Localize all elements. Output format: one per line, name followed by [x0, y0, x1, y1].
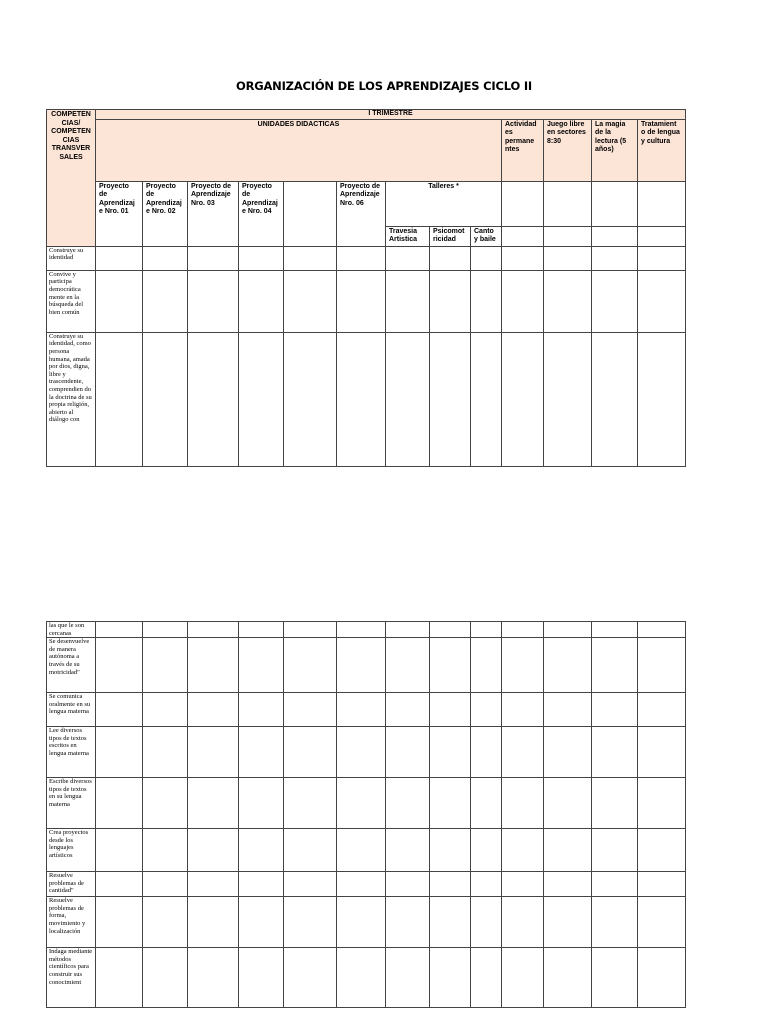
empty-cell: [143, 693, 188, 727]
empty-cell: [143, 246, 188, 270]
empty-cell: [592, 181, 638, 226]
competencias-table-page-2: [46, 621, 686, 1008]
empty-cell: [386, 270, 430, 332]
empty-cell: [638, 226, 686, 246]
competencia-label: Construye su identidad: [47, 246, 96, 270]
empty-cell: [544, 693, 592, 727]
competencia-label: Construye su identidad, como persona humana, amada por dios, digna, libre y trascendente, comprendien do la doctrina de su propia religión, abierto al diálogo con: [47, 332, 96, 466]
empty-cell: [638, 270, 686, 332]
empty-cell: [188, 270, 239, 332]
empty-cell: [592, 246, 638, 270]
empty-cell: [239, 829, 284, 872]
empty-cell: [284, 872, 337, 897]
empty-cell: [239, 727, 284, 778]
proyecto-header: Proyecto de Aprendizaj e Nro. 01: [96, 181, 143, 246]
empty-cell: [592, 226, 638, 246]
empty-cell: [96, 332, 143, 466]
empty-cell: [188, 693, 239, 727]
empty-cell: [544, 829, 592, 872]
empty-cell: [188, 872, 239, 897]
empty-cell: [284, 897, 337, 948]
empty-cell: [502, 829, 544, 872]
empty-cell: [386, 872, 430, 897]
empty-cell: [386, 727, 430, 778]
empty-cell: [638, 872, 686, 897]
empty-cell: [96, 897, 143, 948]
empty-cell: [239, 638, 284, 693]
empty-cell: [386, 622, 430, 638]
table-row: [47, 727, 686, 778]
empty-cell: [544, 226, 592, 246]
empty-cell: [544, 246, 592, 270]
empty-cell: [430, 622, 471, 638]
empty-cell: [386, 829, 430, 872]
actividad-header: Actividad es permane ntes: [502, 119, 544, 181]
empty-cell: [502, 332, 544, 466]
empty-cell: [284, 727, 337, 778]
empty-cell: [430, 727, 471, 778]
proyecto-header: Proyecto de Aprendizaje Nro. 03: [188, 181, 239, 246]
competencia-label: Indaga mediante métodos científicos para construir sus conocimient: [47, 948, 96, 1008]
table-row: [47, 829, 686, 872]
empty-cell: [592, 872, 638, 897]
empty-cell: [471, 948, 502, 1008]
empty-cell: [430, 246, 471, 270]
empty-cell: [337, 270, 386, 332]
empty-cell: [471, 872, 502, 897]
taller-header: Psicomot ricidad: [430, 226, 471, 246]
empty-cell: [471, 270, 502, 332]
empty-cell: [143, 872, 188, 897]
empty-cell: [592, 638, 638, 693]
empty-cell: [430, 778, 471, 829]
empty-cell: [638, 829, 686, 872]
talleres-header: Talleres *: [386, 181, 502, 226]
empty-cell: [96, 693, 143, 727]
empty-cell: [430, 897, 471, 948]
empty-cell: [544, 332, 592, 466]
empty-cell: [386, 948, 430, 1008]
table-row: [47, 622, 686, 638]
magia-header: La magia de la lectura (5 años): [592, 119, 638, 181]
empty-cell: [638, 622, 686, 638]
trimestre-header: I TRIMESTRE: [96, 110, 686, 120]
unidades-header: UNIDADES DIDACTICAS: [96, 119, 502, 181]
empty-cell: [337, 332, 386, 466]
empty-cell: [430, 693, 471, 727]
empty-cell: [143, 332, 188, 466]
empty-cell: [96, 829, 143, 872]
empty-cell: [638, 778, 686, 829]
empty-cell: [502, 872, 544, 897]
empty-cell: [143, 727, 188, 778]
empty-cell: [239, 948, 284, 1008]
empty-cell: [239, 693, 284, 727]
empty-cell: [188, 638, 239, 693]
empty-cell: [502, 778, 544, 829]
empty-cell: [471, 897, 502, 948]
competencias-table-page-1: [46, 109, 686, 467]
empty-cell: [544, 897, 592, 948]
empty-cell: [502, 693, 544, 727]
empty-cell: [284, 778, 337, 829]
empty-cell: [284, 332, 337, 466]
empty-cell: [592, 622, 638, 638]
empty-cell: [544, 872, 592, 897]
table-row: [47, 638, 686, 693]
empty-cell: [143, 897, 188, 948]
empty-cell: [284, 246, 337, 270]
empty-cell: [592, 829, 638, 872]
empty-cell: [386, 897, 430, 948]
empty-cell: [96, 872, 143, 897]
empty-cell: [430, 332, 471, 466]
empty-cell: [544, 727, 592, 778]
empty-cell: [544, 948, 592, 1008]
empty-cell: [96, 270, 143, 332]
empty-cell: [188, 897, 239, 948]
empty-cell: [188, 727, 239, 778]
empty-cell: [638, 638, 686, 693]
empty-cell: [188, 246, 239, 270]
taller-header: Canto y baile: [471, 226, 502, 246]
empty-cell: [239, 332, 284, 466]
empty-cell: [188, 332, 239, 466]
empty-cell: [430, 872, 471, 897]
proyecto-header: Proyecto de Aprendizaj e Nro. 04: [239, 181, 284, 246]
empty-cell: [544, 622, 592, 638]
empty-cell: [188, 948, 239, 1008]
empty-cell: [239, 778, 284, 829]
empty-cell: [502, 727, 544, 778]
empty-cell: [502, 897, 544, 948]
empty-cell: [471, 622, 502, 638]
empty-cell: [386, 246, 430, 270]
proyecto-header: [284, 181, 337, 246]
proyecto-header: Proyecto de Aprendizaj e Nro. 02: [143, 181, 188, 246]
table-row: [47, 778, 686, 829]
empty-cell: [502, 181, 544, 226]
page-title: ORGANIZACIÓN DE LOS APRENDIZAJES CICLO II: [236, 79, 532, 93]
empty-cell: [284, 693, 337, 727]
empty-cell: [188, 622, 239, 638]
empty-cell: [386, 693, 430, 727]
empty-cell: [502, 226, 544, 246]
empty-cell: [471, 727, 502, 778]
empty-cell: [284, 622, 337, 638]
table-row: [47, 246, 686, 270]
empty-cell: [471, 638, 502, 693]
competencia-label: Resuelve problemas de forma, movimiento y localización: [47, 897, 96, 948]
empty-cell: [638, 693, 686, 727]
empty-cell: [337, 897, 386, 948]
empty-cell: [337, 693, 386, 727]
empty-cell: [188, 829, 239, 872]
empty-cell: [239, 622, 284, 638]
empty-cell: [502, 246, 544, 270]
empty-cell: [502, 622, 544, 638]
empty-cell: [337, 829, 386, 872]
table-row: [47, 897, 686, 948]
empty-cell: [544, 638, 592, 693]
empty-cell: [337, 727, 386, 778]
empty-cell: [471, 829, 502, 872]
empty-cell: [638, 727, 686, 778]
empty-cell: [96, 246, 143, 270]
table-row: [47, 693, 686, 727]
empty-cell: [96, 638, 143, 693]
empty-cell: [386, 332, 430, 466]
competencia-label: Crea proyectos desde los lenguajes artísticos: [47, 829, 96, 872]
empty-cell: [239, 897, 284, 948]
empty-cell: [430, 270, 471, 332]
empty-cell: [502, 948, 544, 1008]
empty-cell: [430, 638, 471, 693]
proyecto-header: Proyecto de Aprendizaje Nro. 06: [337, 181, 386, 246]
empty-cell: [284, 270, 337, 332]
empty-cell: [638, 246, 686, 270]
tratamiento-header: Tratamient o de lengua y cultura: [638, 119, 686, 181]
empty-cell: [337, 246, 386, 270]
empty-cell: [592, 270, 638, 332]
empty-cell: [188, 778, 239, 829]
empty-cell: [471, 332, 502, 466]
competencias-header: COMPETEN CIAS/ COMPETEN CIAS TRANSVER SALES: [47, 110, 96, 247]
empty-cell: [96, 948, 143, 1008]
empty-cell: [284, 829, 337, 872]
empty-cell: [96, 727, 143, 778]
empty-cell: [239, 872, 284, 897]
empty-cell: [544, 270, 592, 332]
competencia-label: las que le son cercanas: [47, 622, 96, 638]
empty-cell: [502, 638, 544, 693]
table-row: [47, 948, 686, 1008]
empty-cell: [337, 622, 386, 638]
empty-cell: [638, 181, 686, 226]
empty-cell: [638, 897, 686, 948]
empty-cell: [143, 829, 188, 872]
empty-cell: [96, 622, 143, 638]
empty-cell: [337, 778, 386, 829]
empty-cell: [430, 829, 471, 872]
empty-cell: [337, 872, 386, 897]
table-body-page-2: [47, 622, 686, 1008]
empty-cell: [143, 638, 188, 693]
empty-cell: [284, 948, 337, 1008]
empty-cell: [386, 778, 430, 829]
empty-cell: [592, 897, 638, 948]
empty-cell: [471, 778, 502, 829]
empty-cell: [143, 778, 188, 829]
competencia-label: Escribe diversos tipos de textos en su lengua materna: [47, 778, 96, 829]
empty-cell: [544, 181, 592, 226]
empty-cell: [143, 948, 188, 1008]
competencia-label: Se comunica oralmente en su lengua materna: [47, 693, 96, 727]
empty-cell: [143, 270, 188, 332]
competencia-label: Se desenvuelve de manera autónoma a través de su motricidad": [47, 638, 96, 693]
empty-cell: [386, 638, 430, 693]
empty-cell: [592, 778, 638, 829]
empty-cell: [592, 727, 638, 778]
competencia-label: Resuelve problemas de cantidad": [47, 872, 96, 897]
empty-cell: [143, 622, 188, 638]
empty-cell: [638, 948, 686, 1008]
empty-cell: [96, 778, 143, 829]
empty-cell: [471, 246, 502, 270]
table-row: [47, 270, 686, 332]
empty-cell: [239, 246, 284, 270]
taller-header: Travesia Artistica: [386, 226, 430, 246]
empty-cell: [592, 693, 638, 727]
table-row: [47, 872, 686, 897]
empty-cell: [430, 948, 471, 1008]
empty-cell: [592, 948, 638, 1008]
empty-cell: [502, 270, 544, 332]
empty-cell: [544, 778, 592, 829]
juego-header: Juego libre en sectores 8:30: [544, 119, 592, 181]
empty-cell: [592, 332, 638, 466]
empty-cell: [337, 948, 386, 1008]
empty-cell: [638, 332, 686, 466]
empty-cell: [284, 638, 337, 693]
empty-cell: [239, 270, 284, 332]
table-row: [47, 332, 686, 466]
empty-cell: [471, 693, 502, 727]
competencia-label: Lee diversos tipos de textos escritos en lengua materna: [47, 727, 96, 778]
competencia-label: Convive y participa democrática mente en la búsqueda del bien común: [47, 270, 96, 332]
empty-cell: [337, 638, 386, 693]
table-body-page-1: [47, 246, 686, 466]
